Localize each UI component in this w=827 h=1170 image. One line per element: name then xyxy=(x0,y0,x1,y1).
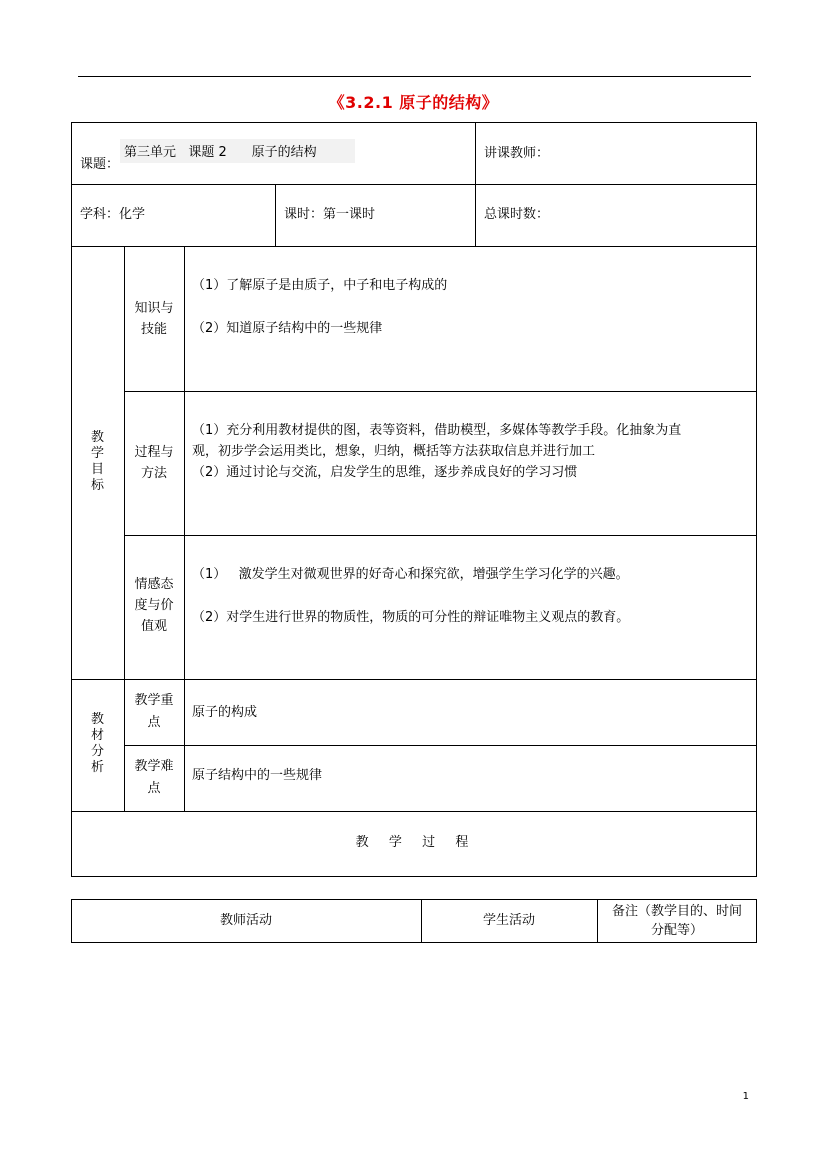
knowledge-line-2: （2）知道原子结构中的一些规律 xyxy=(192,321,383,336)
difficulty-value: 原子结构中的一些规律 xyxy=(192,768,323,783)
document-title: 《3.2.1 原子的结构》 xyxy=(328,93,499,112)
process-heading: 教 学 过 程 xyxy=(355,835,473,850)
teacher-label: 讲课教师： xyxy=(484,146,550,161)
student-activity-header: 学生活动 xyxy=(482,913,535,928)
process-label: 过程与 方法 xyxy=(134,445,174,481)
key-point-value: 原子的构成 xyxy=(192,705,258,720)
process-line-1: （1）充分利用教材提供的图，表等资料，借助模型，多媒体等教学手段。化抽象为直 xyxy=(192,423,682,438)
emotion-line-1: （1） 激发学生对微观世界的好奇心和探究欲，增强学生学习化学的兴趣。 xyxy=(192,567,629,582)
key-point-label: 教学重 点 xyxy=(134,693,174,730)
topic-label: 课题： xyxy=(80,157,120,172)
process-line-3: （2）通过讨论与交流，启发学生的思维，逐步养成良好的学习习惯 xyxy=(192,465,578,480)
period-label: 课时：第一课时 xyxy=(284,207,376,222)
teacher-activity-header: 教师活动 xyxy=(219,913,272,928)
emotion-line-2: （2）对学生进行世界的物质性，物质的可分性的辩证唯物主义观点的教育。 xyxy=(192,610,630,625)
total-label: 总课时数： xyxy=(484,207,550,222)
header-rule xyxy=(78,76,751,77)
knowledge-line-1: （1）了解原子是由质子，中子和电子构成的 xyxy=(192,278,448,293)
topic-value: 第三单元 课题 2 原子的结构 xyxy=(124,145,317,160)
knowledge-label: 知识与 技能 xyxy=(134,301,174,337)
page-number: 1 xyxy=(742,1091,749,1102)
subject-label: 学科：化学 xyxy=(80,207,146,222)
difficulty-label: 教学难 点 xyxy=(134,759,174,796)
process-line-2: 观，初步学会运用类比，想象，归纳，概括等方法获取信息并进行加工 xyxy=(192,444,596,459)
objectives-section-label: 教 学 目 标 xyxy=(90,430,104,493)
analysis-section-label: 教 材 分 析 xyxy=(90,712,104,775)
emotion-label: 情感态 度与价 值观 xyxy=(134,577,174,634)
notes-header: 备注（教学目的、时间 分配等） xyxy=(611,904,742,938)
